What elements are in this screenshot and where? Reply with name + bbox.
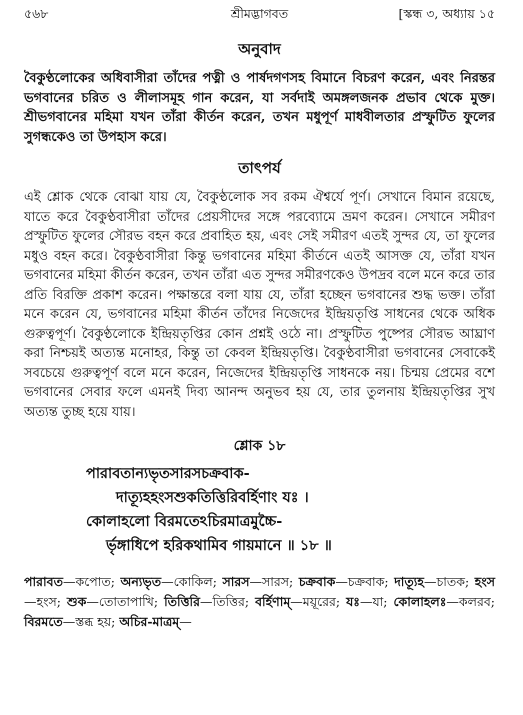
verse-heading: শ্লোক ১৮: [233, 438, 286, 454]
purport-text: এই শ্লোক থেকে বোঝা যায় যে, বৈকুণ্ঠলোক সব রকম ঐশ্বর্যে পূর্ণ। সেখানে বিমান রয়েছে, যাতে করে বৈকুণ্ঠবাসীরা তাঁদের প্রেয়সীদের সঙ্গে পরব্যোমে ভ্রমণ করেন। সেখানে সমীরণ প্রস্ফুটিত ফুলের সৌরভ বহন করে প্রবাহিত হয়, এবং সেই সমীরণ এতই সুন্দর যে, তা ফুলের মধুও বহন করে। বৈকুণ্ঠবাসীরা কিন্তু ভগবানের মহিমা কীর্তনে এতই আসক্ত যে, তাঁরা যখন ভগবানের মহিমা কীর্তন করেন, তখন তাঁরা এত সুন্দর সমীরণকেও উপদ্রব বলে মনে করে তার প্রতি বিরক্তি প্রকাশ করেন। পক্ষান্তরে বলা যায় যে, তাঁরা হচ্ছেন ভগবানের শুদ্ধ ভক্ত। তাঁরা মনে করেন যে, ভগবানের মহিমা কীর্তন তাঁদের নিজেদের ইন্দ্রিয়তৃপ্তি সাধনের থেকে অধিক গুরুত্বপূর্ণ। বৈকুণ্ঠলোকে ইন্দ্রিয়তৃপ্তির কোন প্রশ্নই ওঠে না। প্রস্ফুটিত পুষ্পের সৌরভ আঘ্রাণ করা নিশ্চয়ই অত্যন্ত মনোহর, কিন্তু তা কেবল ইন্দ্রিয়তৃপ্তি। বৈকুণ্ঠবাসীরা ভগবানের সেবাকেই সবচেয়ে গুরুত্বপূর্ণ বলে মনে করেন, নিজেদের ইন্দ্রিয়তৃপ্তি সাধনকে নয়। চিন্ময় প্রেমের বশে ভগবানের সেবার ফলে এমনই দিব্য আনন্দ অনুভব হয় যে, তার তুলনায় ইন্দ্রিয়তৃপ্তির সুখ অত্যন্ত তুচ্ছ হয়ে যায়।: [24, 190, 495, 420]
chapter-reference: [স্কন্ধ ৩, অধ্যায় ১৫: [398, 6, 495, 21]
verse-line-3: কোলাহলো বিরমতেঽচিরমাত্রমুচ্চৈ-: [86, 513, 283, 530]
synonym-item: বিরমতে—স্তব্ধ হয়;: [24, 614, 120, 629]
verse-line-2: দাত্যূহহংসশুকতিত্তিরিবর্হিণাং যঃ ।: [116, 489, 309, 506]
book-title: শ্রীমদ্ভাগবত: [230, 6, 289, 21]
synonym-item: অচির-মাত্রম্—: [119, 614, 192, 629]
synonym-item: সারস—সারস;: [222, 574, 299, 589]
translation-heading: অনুবাদ: [238, 40, 281, 58]
verse-line-1: পারাবতান্যভৃতসারসচক্রবাক-: [86, 465, 250, 482]
synonym-item: শুক—তোতাপাখি;: [66, 594, 165, 609]
translation-text: বৈকুণ্ঠলোকের অধিবাসীরা তাঁদের পত্নী ও পার্ষদগণসহ বিমানে বিচরণ করেন, এবং নিরন্তর ভগবানের চরিত ও লীলাসমূহ গান করেন, যা সর্বদাই অমঙ্গলজনক প্রভাব থেকে মুক্ত। শ্রীভগবানের মহিমা যখন তাঁরা কীর্তন করেন, তখন মধুপূর্ণ মাধবীলতার প্রস্ফুটিত ফুলের সুগন্ধকেও তা উপহাস করে।: [24, 71, 496, 145]
verse-line-4: র্ভৃঙ্গাধিপে হরিকথামিব গায়মানে ॥ ১৮ ॥: [106, 537, 332, 554]
synonym-item: অন্যভৃত—কোকিল;: [120, 574, 223, 589]
page-header: [24, 0, 495, 28]
synonym-item: চক্রবাক—চক্রবাক;: [298, 574, 395, 589]
synonyms: [24, 572, 495, 632]
synonym-item: তিত্তিরি—তিত্তির;: [164, 594, 256, 609]
synonym-item: দাত্যূহ—চাতক;: [394, 574, 475, 589]
synonym-item: পারাবত—কপোত;: [24, 574, 121, 589]
synonym-item: হংস—হংস;: [24, 574, 495, 609]
synonym-item: যঃ—যা;: [346, 594, 394, 609]
purport-heading: তাৎপর্য: [238, 159, 281, 177]
synonym-item: বর্হিণাম্—ময়ূরের;: [255, 594, 347, 609]
page-number: ৫৬৮: [24, 6, 49, 21]
verse-text: [24, 462, 495, 558]
synonym-item: কোলাহলঃ—কলরব;: [393, 594, 495, 609]
